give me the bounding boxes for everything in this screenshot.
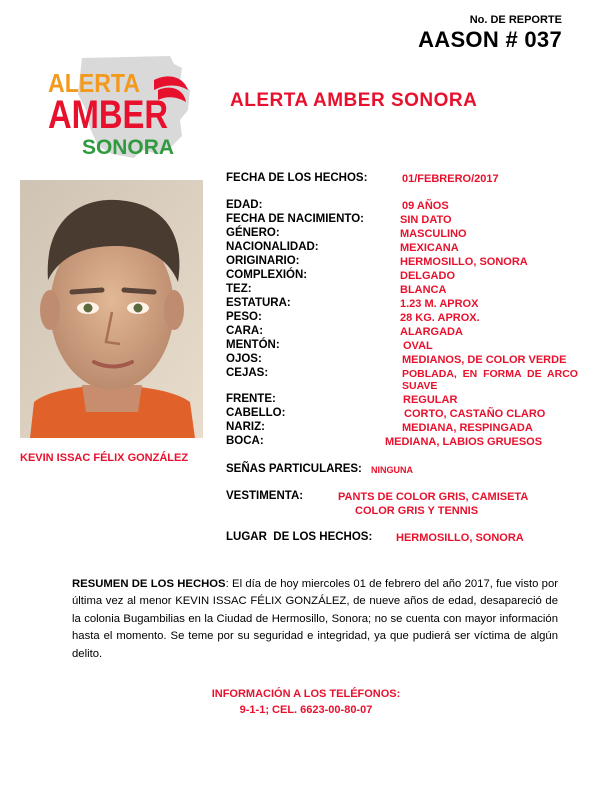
clothing-label: VESTIMENTA: bbox=[226, 490, 304, 502]
incident-date-value: 01/FEBRERO/2017 bbox=[402, 173, 499, 185]
hair-value: CORTO, CASTAÑO CLARO bbox=[404, 408, 546, 420]
weight-value: 28 KG. APROX. bbox=[400, 312, 480, 324]
place-label: LUGAR DE LOS HECHOS: bbox=[226, 531, 373, 543]
clothing-value-cont: COLOR GRIS Y TENNIS bbox=[355, 505, 479, 517]
report-number-label: No. DE REPORTE bbox=[469, 14, 562, 26]
logo-line2: AMBER bbox=[48, 93, 169, 137]
nose-value: MEDIANA, RESPINGADA bbox=[402, 422, 533, 434]
nationality-label: NACIONALIDAD: bbox=[226, 241, 319, 253]
age-label: EDAD: bbox=[226, 199, 263, 211]
eyebrows-value-cont: SUAVE bbox=[402, 380, 438, 392]
eyebrows-label: CEJAS: bbox=[226, 367, 269, 379]
eyes-label: OJOS: bbox=[226, 353, 262, 365]
forehead-value: REGULAR bbox=[403, 394, 458, 406]
logo-line3: SONORA bbox=[82, 136, 174, 159]
marks-label: SEÑAS PARTICULARES: bbox=[226, 463, 362, 475]
face-value: ALARGADA bbox=[400, 326, 463, 338]
report-number: AASON # 037 bbox=[418, 27, 562, 52]
complexion-value: BLANCA bbox=[400, 284, 447, 296]
page-title: ALERTA AMBER SONORA bbox=[230, 90, 478, 111]
birthdate-value: SIN DATO bbox=[400, 214, 452, 226]
place-value: HERMOSILLO, SONORA bbox=[396, 532, 524, 544]
hair-label: CABELLO: bbox=[226, 407, 286, 419]
summary-text: : El día de hoy miercoles 01 de febrero del año 2017, fue visto por última vez al menor KEVIN ISSAC FÉLIX GONZÁLEZ, de nueve años de edad, desapareció de la colonia Bugambilias en la Ciudad de Hermosillo, Sonora; no se cuenta con mayor información hasta el momento. Se teme por su seguridad e integridad, ya que pudierá ser víctima de algún delito. bbox=[72, 578, 559, 660]
eyes-value: MEDIANOS, DE COLOR VERDE bbox=[402, 354, 567, 366]
eyebrows-value: POBLADA, EN FORMA DE ARCO bbox=[402, 368, 578, 380]
gender-value: MASCULINO bbox=[400, 228, 467, 240]
summary-label: RESUMEN DE LOS HECHOS bbox=[72, 578, 226, 590]
mouth-label: BOCA: bbox=[226, 435, 264, 447]
summary-paragraph bbox=[72, 576, 558, 663]
birthdate-label: FECHA DE NACIMIENTO: bbox=[226, 213, 364, 225]
phone-numbers: 9-1-1; CEL. 6623-00-80-07 bbox=[239, 704, 373, 716]
chin-label: MENTÓN: bbox=[226, 339, 280, 351]
logo-line1: ALERTA bbox=[48, 68, 141, 98]
child-photo bbox=[20, 180, 203, 438]
height-value: 1.23 M. APROX bbox=[400, 298, 479, 310]
gender-label: GÉNERO: bbox=[226, 227, 280, 239]
incident-date-label: FECHA DE LOS HECHOS: bbox=[226, 172, 368, 184]
nationality-value: MEXICANA bbox=[400, 242, 459, 254]
height-label: ESTATURA: bbox=[226, 297, 291, 309]
clothing-value: PANTS DE COLOR GRIS, CAMISETA bbox=[338, 491, 529, 503]
marks-value: NINGUNA bbox=[371, 465, 413, 475]
weight-label: PESO: bbox=[226, 311, 262, 323]
face-label: CARA: bbox=[226, 325, 264, 337]
child-name: KEVIN ISSAC FÉLIX GONZÁLEZ bbox=[20, 452, 189, 464]
origin-label: ORIGINARIO: bbox=[226, 255, 300, 267]
nose-label: NARIZ: bbox=[226, 421, 265, 433]
origin-value: HERMOSILLO, SONORA bbox=[400, 256, 528, 268]
mouth-value: MEDIANA, LABIOS GRUESOS bbox=[385, 436, 543, 448]
build-label: COMPLEXIÓN: bbox=[226, 269, 308, 281]
chin-value: OVAL bbox=[403, 340, 433, 352]
alerta-amber-sonora-logo bbox=[42, 50, 192, 162]
phones-title: INFORMACIÓN A LOS TELÉFONOS: bbox=[211, 688, 401, 700]
age-value: 09 AÑOS bbox=[402, 200, 449, 212]
forehead-label: FRENTE: bbox=[226, 393, 276, 405]
complexion-label: TEZ: bbox=[226, 283, 252, 295]
build-value: DELGADO bbox=[400, 270, 455, 282]
